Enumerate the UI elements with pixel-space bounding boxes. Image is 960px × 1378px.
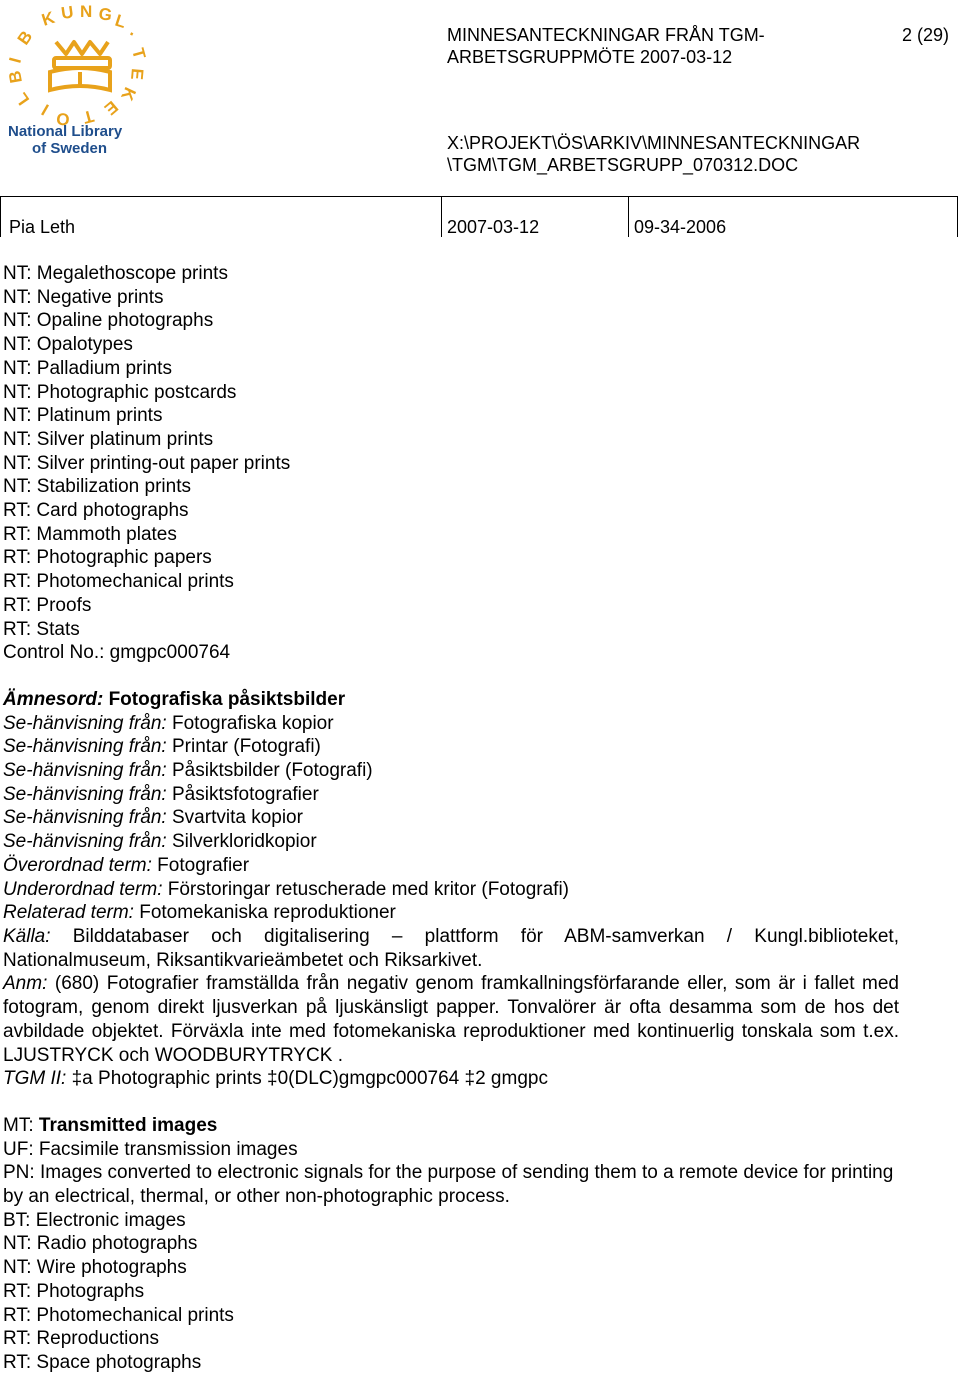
reference-value: Fotomekaniska reproduktioner [133,902,396,924]
thesaurus-line: RT: Proofs [3,594,92,616]
tgm-reference [3,1067,899,1091]
document-date: 2007-03-12 [447,217,540,237]
svg-text:I: I [5,55,26,66]
thesaurus-line: NT: Platinum prints [3,405,163,427]
tgm-value: ‡a Photographic prints ‡0(DLC)gmgpc000764 ‡2 gmgpc [66,1068,548,1090]
svg-text:K: K [39,7,57,30]
svg-text:I: I [38,100,52,119]
main-term [3,1114,899,1138]
svg-text:T: T [80,106,96,128]
spacer [3,1091,899,1114]
svg-text:B: B [13,27,37,49]
reference-value: Svartvita kopior [166,807,303,829]
reference-value: Printar (Fotografi) [166,736,321,758]
see-reference [3,735,899,759]
narrower-term [3,878,899,902]
reference-value: Silverkloridkopior [166,831,317,853]
used-for-line: UF: Facsimile transmission images [3,1138,298,1160]
subject-heading [3,688,899,712]
see-reference [3,830,899,854]
svg-text:E: E [127,67,147,81]
national-library-logo [4,2,156,160]
reference-label: Se-hänvisning från: [3,807,167,829]
svg-text:.: . [127,20,141,40]
source-line-1 [3,925,899,949]
divider [441,197,442,237]
reference-label: Se-hänvisning från: [3,736,167,758]
thesaurus-line: NT: Opaline photographs [3,310,214,332]
thesaurus-line: RT: Mammoth plates [3,523,177,545]
reference-label: Se-hänvisning från: [3,783,167,805]
svg-text:L: L [112,10,129,33]
thesaurus-line: RT: Reproductions [3,1328,159,1350]
reference-label: Överordnad term: [3,854,152,876]
thesaurus-line: RT: Stats [3,618,80,640]
thesaurus-line: RT: Space photographs [3,1351,202,1373]
document-meta-row [0,196,958,237]
reference-value: Fotografiska kopior [166,712,334,734]
main-term-label: MT: [3,1114,39,1136]
subject-heading-value: Fotografiska påsiktsbilder [103,688,346,710]
thesaurus-line: NT: Silver platinum prints [3,428,214,450]
thesaurus-line: RT: Card photographs [3,500,189,522]
reference-label: Se-hänvisning från: [3,760,167,782]
thesaurus-line: RT: Photomechanical prints [3,1304,234,1326]
svg-text:G: G [97,4,114,25]
related-term [3,901,899,925]
entry-photographic-prints [3,262,899,665]
author: Pia Leth [9,217,76,237]
thesaurus-line: RT: Photographs [3,1280,145,1302]
source-line-2: Nationalmuseum, Riksantikvarieämbetet och Riksarkivet. [3,949,483,971]
svg-text:B: B [5,69,26,85]
divider [0,197,1,237]
reference-value: Fotografier [151,854,250,876]
note-label: Anm: [3,973,48,995]
thesaurus-line: BT: Electronic images [3,1209,186,1231]
see-reference [3,783,899,807]
document-body [3,262,899,1375]
divider [957,197,958,237]
thesaurus-line: RT: Photomechanical prints [3,571,234,593]
page-number: 2 (29) [902,25,950,45]
thesaurus-line: NT: Radio photographs [3,1233,198,1255]
control-number: Control No.: gmgpc000764 [3,642,231,664]
svg-text:L: L [11,89,34,109]
svg-text:K: K [117,84,140,104]
see-reference [3,806,899,830]
thesaurus-line: NT: Palladium prints [3,357,172,379]
see-reference [3,712,899,736]
reference-value: Påsiktsfotografier [166,783,319,805]
broader-term [3,854,899,878]
svg-text:U: U [59,2,75,23]
logo-line1: National Library [8,123,123,140]
entry-transmitted-images [3,1114,899,1375]
source-label: Källa: [3,925,51,947]
reference-label: Se-hänvisning från: [3,712,167,734]
reference-value: Förstoringar retuscherade med kritor (Fotografi) [162,878,570,900]
logo-line2: of Sweden [32,140,108,157]
divider [628,197,629,237]
reference-number: 09-34-2006 [634,217,727,237]
document-title: MINNESANTECKNINGAR FRÅN TGM-ARBETSGRUPPMÖTE 2007-03-12 [447,25,765,67]
spacer [3,665,899,688]
svg-text:N: N [80,2,93,21]
reference-label: Relaterad term: [3,902,134,924]
kungl-biblioteket-seal-icon [4,2,156,160]
reference-label: Underordnad term: [3,878,163,900]
svg-text:T: T [128,46,150,62]
thesaurus-line: NT: Wire photographs [3,1257,187,1279]
main-term-value: Transmitted images [38,1114,218,1136]
note-text: (680) Fotografier framställda från negativ genom framkallningsförfarande eller, som är i fallet med fotogram, genom direkt ljusverkan på ljuskänsligt papper. Tonvalörer är ofta desamma som de hos det avbildade objektet. Förväxla inte med fotomekaniska reproduktioner med kontinuerlig tonskala som t.ex. LJUSTRYCK och WOODBURYTRYCK . [3,973,899,1066]
svg-text:O: O [55,108,71,129]
thesaurus-line: NT: Negative prints [3,286,164,308]
thesaurus-line: NT: Opalotypes [3,334,133,356]
swedish-subject-entry [3,688,899,1091]
file-path: X:\PROJEKT\ÖS\ARKIV\MINNESANTECKNINGAR\TGM\TGM_ARBETSGRUPP_070312.DOC [447,133,861,175]
svg-text:E: E [100,96,122,119]
tgm-label: TGM II: [3,1068,67,1090]
source-text: Bilddatabaser och digitalisering – plattform för ABM-samverkan / Kungl.biblioteket, [50,925,899,947]
thesaurus-line: RT: Photographic papers [3,547,212,569]
thesaurus-line: NT: Megalethoscope prints [3,263,228,284]
reference-label: Se-hänvisning från: [3,831,167,853]
thesaurus-line: NT: Silver printing-out paper prints [3,452,291,474]
public-note: PN: Images converted to electronic signals for the purpose of sending them to a remote device for printing by an electrical, thermal, or other non-photographic process. [3,1162,894,1208]
reference-value: Påsiktsbilder (Fotografi) [166,760,373,782]
scope-note [3,972,899,1067]
subject-heading-label: Ämnesord: [3,688,104,710]
thesaurus-line: NT: Stabilization prints [3,476,191,498]
thesaurus-line: NT: Photographic postcards [3,381,237,403]
see-reference [3,759,899,783]
